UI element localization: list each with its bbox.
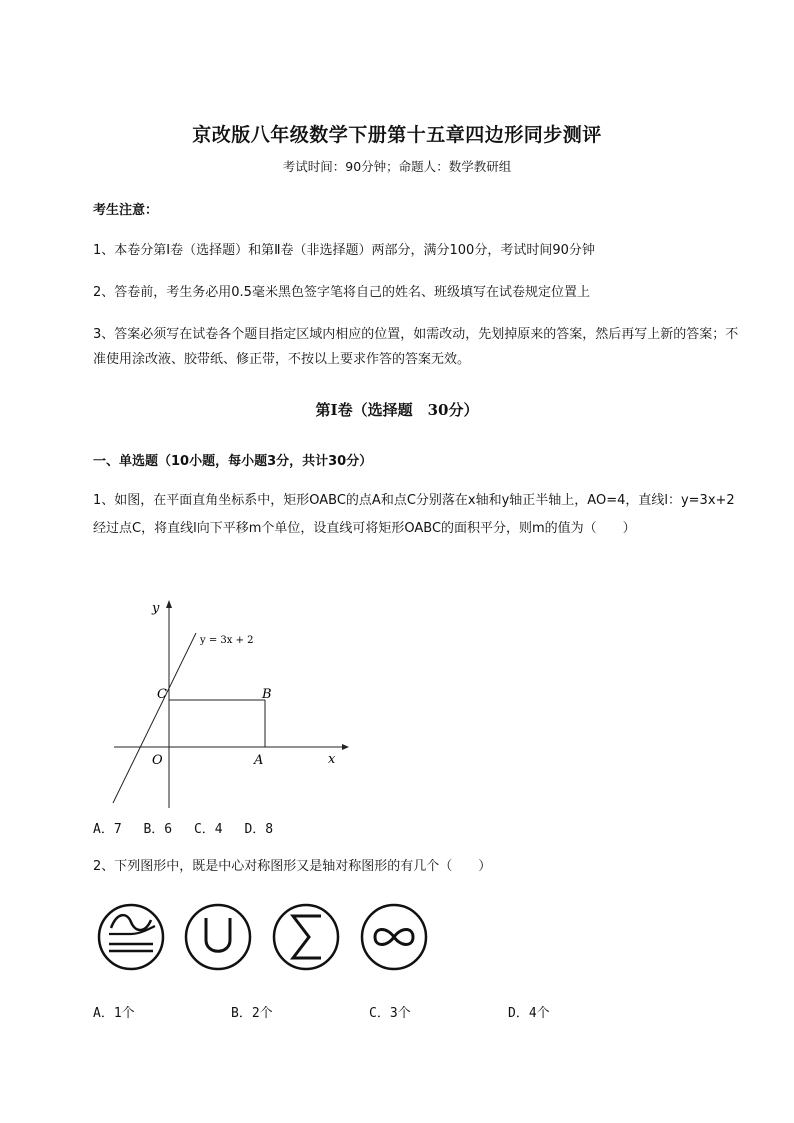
point-b-label: B [262, 687, 272, 702]
option-a[interactable]: A．7 [93, 822, 122, 837]
point-a-label: A [254, 753, 264, 768]
question-1-options [93, 818, 287, 837]
x-axis-arrow [342, 744, 349, 750]
notes-heading: 考生注意： [93, 203, 159, 218]
part-heading: 一、单选题（10小题，每小题3分，共计30分） [93, 454, 373, 469]
line-label: y = 3x + 2 [200, 635, 254, 646]
y-axis-label: y [152, 601, 160, 616]
note-item-1: 1、本卷分第I卷（选择题）和第Ⅱ卷（非选择题）两部分，满分100分，考试时间90分钟 [93, 243, 595, 258]
option-a[interactable]: A．1个 [93, 1006, 135, 1021]
note-item-2: 2、答卷前，考生务必用0.5毫米黑色签字笔将自己的姓名、班级填写在试卷规定位置上 [93, 285, 590, 300]
y-axis-arrow [166, 600, 172, 608]
water-waves-icon [99, 905, 163, 969]
question-1-text: 1、如图，在平面直角坐标系中，矩形OABC的点A和点C分别落在x轴和y轴正半轴上，AO=4，直线l：y=3x+2经过点C，将直线l向下平移m个单位，设直线可将矩形OABC的面积平分，则m的值为（ ） [93, 493, 735, 536]
line-l [113, 633, 196, 803]
point-o-label: O [152, 753, 163, 768]
u-symbol-icon [186, 905, 250, 969]
question-1-figure [100, 590, 360, 815]
question-2-symbols [93, 900, 438, 975]
option-b[interactable]: B．6 [143, 822, 173, 837]
exam-info: 考试时间：90分钟；命题人：数学教研组 [282, 159, 512, 174]
sigma-symbol-icon [274, 905, 338, 969]
question-2-text: 2、下列图形中，既是中心对称图形又是轴对称图形的有几个（ ） [93, 859, 492, 874]
option-d[interactable]: D．8 [244, 822, 274, 837]
option-d[interactable]: D．4个 [508, 1006, 550, 1021]
option-b[interactable]: B．2个 [231, 1006, 273, 1021]
section-title: 第I卷（选择题 30分） [315, 401, 479, 419]
x-axis-label: x [328, 752, 336, 767]
option-c[interactable]: C．3个 [369, 1006, 411, 1021]
page-title: 京改版八年级数学下册第十五章四边形同步测评 [192, 124, 602, 146]
point-c-label: C [157, 687, 167, 702]
option-c[interactable]: C．4 [193, 822, 223, 837]
infinity-symbol-icon [362, 905, 426, 969]
note-item-3: 3、答案必须写在试卷各个题目指定区域内相应的位置，如需改动，先划掉原来的答案，然后再写上新的答案；不准使用涂改液、胶带纸、修正带，不按以上要求作答的答案无效。 [93, 327, 739, 367]
